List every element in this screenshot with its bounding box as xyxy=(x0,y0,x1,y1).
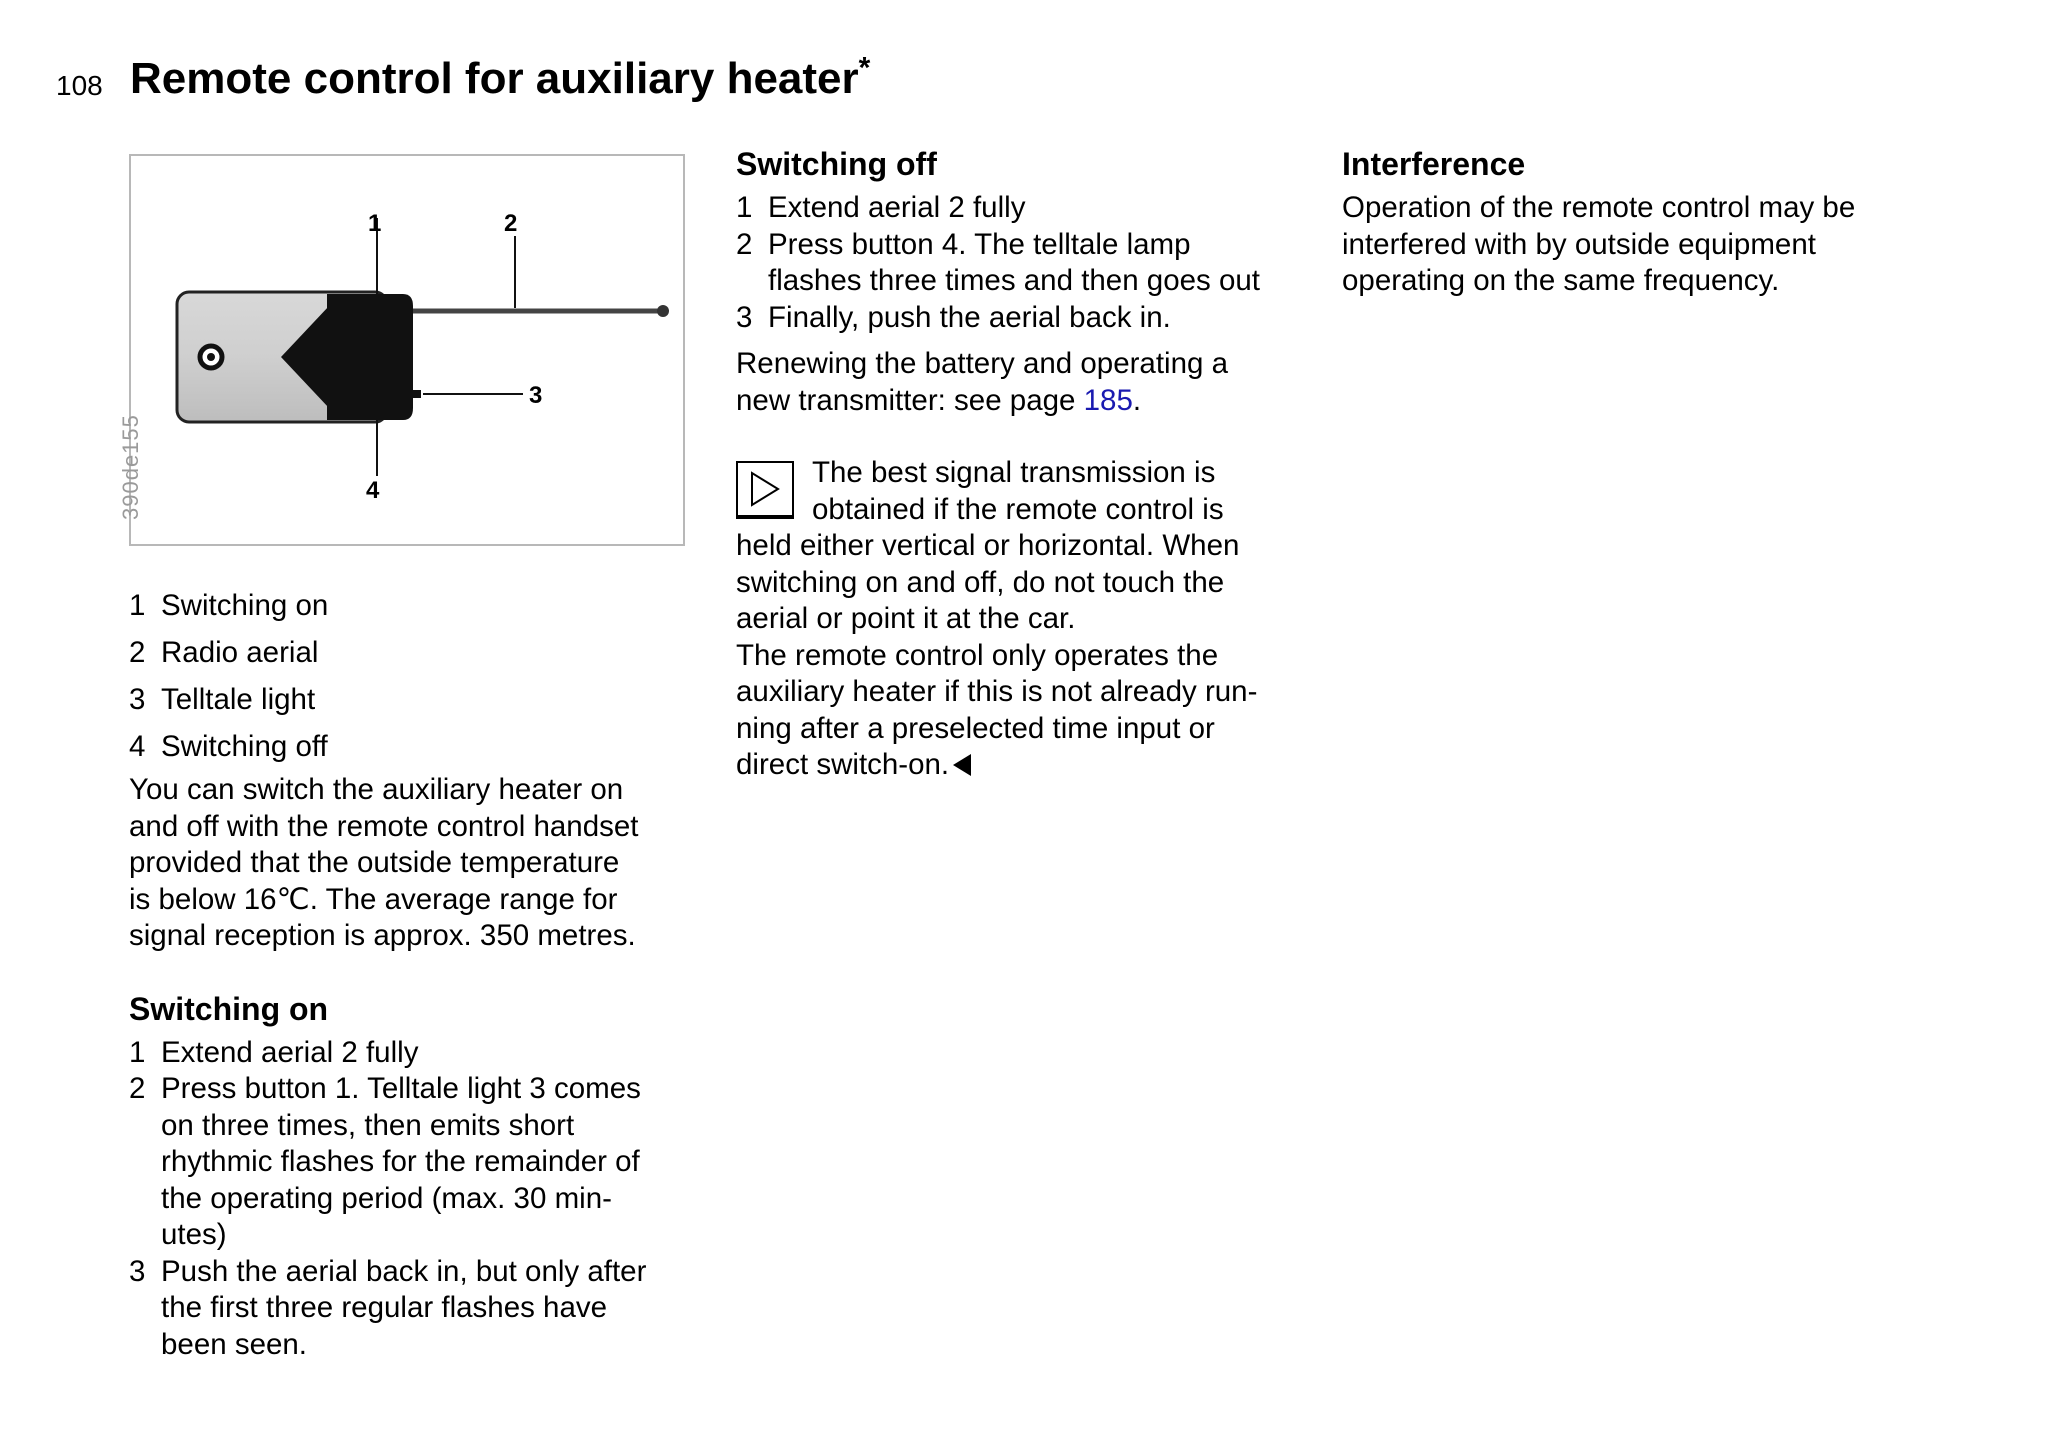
step-item: 3 Push the aerial back in, but only after the first three regular flashes have been seen. xyxy=(129,1254,647,1361)
legend-item: 1 Switching on xyxy=(129,589,329,622)
handset-end-cap xyxy=(327,294,413,420)
battery-reference: Renewing the battery and operating a new transmitter: see page 185. xyxy=(736,347,1229,417)
step-item: 3 Finally, push the aerial back in. xyxy=(736,300,1171,334)
switching-off-heading: Switching off xyxy=(736,146,937,182)
right-column xyxy=(1342,144,2002,300)
intro-paragraph: You can switch the auxiliary heater on and off with the remote control handset provided that the outside temperature is below 16℃. The average range for signal reception is approx. 350 metres. xyxy=(129,773,639,952)
page-number: 108 xyxy=(56,70,103,101)
callout-3: 3 xyxy=(529,382,543,409)
aerial-tip xyxy=(657,305,669,317)
figure-code: 390de155 xyxy=(118,414,143,520)
page-title xyxy=(130,51,871,104)
switching-on-heading: Switching on xyxy=(129,990,329,1027)
legend-item: 2 Radio aerial xyxy=(129,636,319,669)
callout-4: 4 xyxy=(366,477,380,504)
remote-control-figure xyxy=(129,154,685,546)
figure-legend xyxy=(129,588,719,766)
step-item: 1 Extend aerial 2 fully xyxy=(129,1035,419,1069)
interference-heading: Interference xyxy=(1342,146,1526,182)
page-title-text: Remote control for auxiliary heater xyxy=(130,54,859,103)
interference-paragraph: Operation of the remote control may be interfered with by outside equipment operating on the same frequency. xyxy=(1342,191,1856,297)
tip-note: The best signal transmission is obtained if the remote control is held either vertical or horizontal. When switching on and off, do not touch the aerial or point it at the car. The remote control only operates the auxiliary heater if this is not already run- ning after a preselected time input or direct switch-on. xyxy=(736,456,1258,781)
end-triangle-icon xyxy=(953,754,971,776)
switching-off-steps xyxy=(736,190,1336,336)
optional-equipment-marker: * xyxy=(858,51,871,85)
callout-2: 2 xyxy=(504,210,518,237)
telltale-light xyxy=(413,390,421,398)
page-185-link[interactable]: 185 xyxy=(1083,383,1133,417)
step-item: 2 Press button 4. The telltale lamp flashes three times and then goes out xyxy=(736,227,1260,297)
step-item: 1 Extend aerial 2 fully xyxy=(736,191,1026,224)
middle-column xyxy=(736,144,1336,784)
step-item: 2 Press button 1. Telltale light 3 comes on three times, then emits short rhythmic flashes for the remainder of the operating period (max. 30 min- utes) xyxy=(129,1072,641,1251)
play-triangle-icon xyxy=(736,461,794,519)
switching-on-steps xyxy=(129,1035,719,1364)
left-column xyxy=(129,588,719,1363)
legend-item: 4 Switching off xyxy=(129,730,328,763)
callout-1: 1 xyxy=(368,210,382,237)
legend-item: 3 Telltale light xyxy=(129,683,316,716)
remote-control-illustration xyxy=(131,156,687,548)
